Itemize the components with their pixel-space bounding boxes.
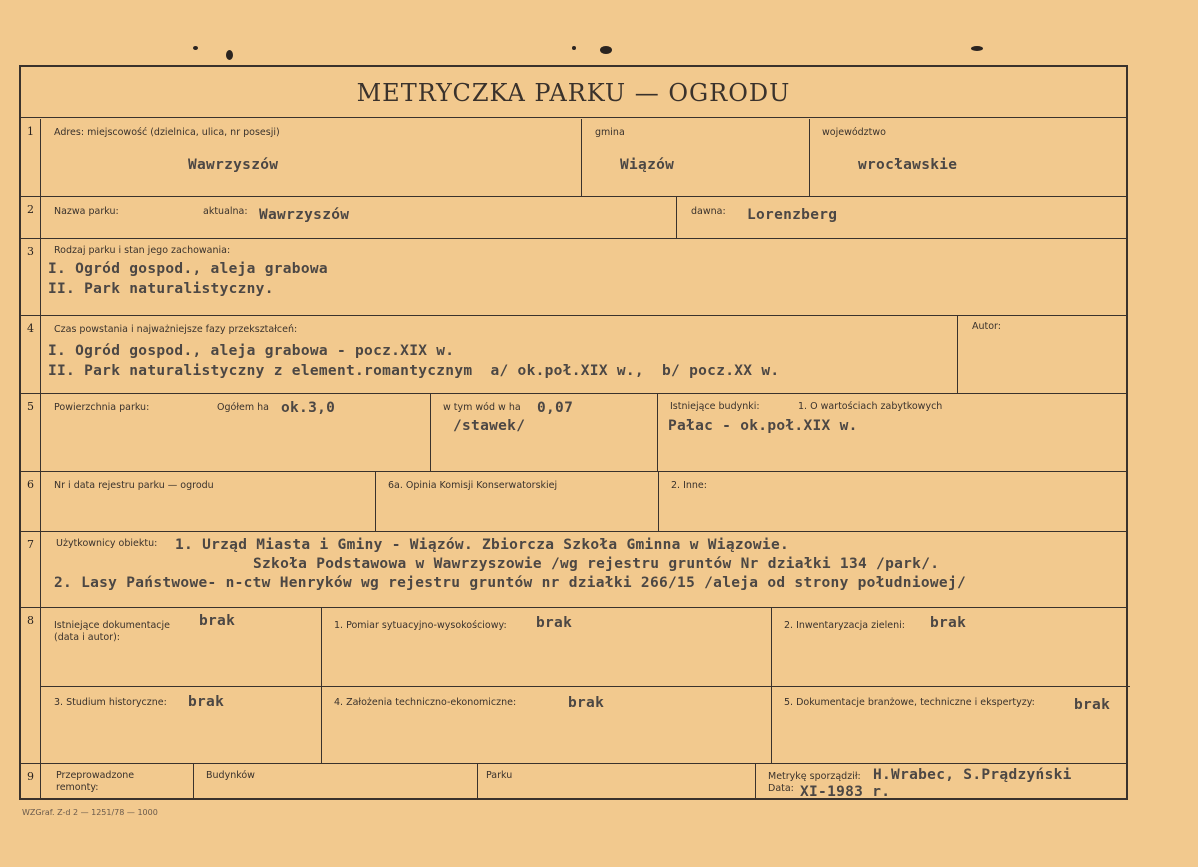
other-cell bbox=[658, 472, 1130, 531]
gmina-label: gmina bbox=[595, 127, 625, 138]
register-label: Nr i data rejestru parku — ogrodu bbox=[54, 480, 214, 491]
buildings-repairs-cell bbox=[193, 764, 477, 800]
park-name-label: Nazwa parku: bbox=[54, 206, 119, 217]
voivodeship-value: wrocławskie bbox=[858, 157, 958, 173]
row-number: 4 bbox=[21, 316, 41, 393]
docs-label: Istniejące dokumentacje bbox=[54, 620, 170, 631]
row-park-name bbox=[21, 197, 1126, 239]
author-cell bbox=[957, 316, 1130, 393]
row-number: 2 bbox=[21, 197, 41, 238]
total-area-label: Ogółem ha bbox=[217, 402, 269, 413]
history-study-label: 3. Studium historyczne: bbox=[54, 697, 167, 708]
prepared-by-label: Metrykę sporządził: bbox=[768, 771, 861, 782]
history-line-1: I. Ogród gospod., aleja grabowa - pocz.XIX w. bbox=[48, 343, 455, 359]
park-type-label: Rodzaj parku i stan jego zachowania: bbox=[54, 245, 231, 256]
punch-mark bbox=[971, 46, 983, 51]
punch-mark bbox=[572, 46, 576, 50]
park-type-line-2: II. Park naturalistyczny. bbox=[48, 281, 274, 297]
history-study-value: brak bbox=[188, 694, 225, 710]
date-label: Data: bbox=[768, 783, 794, 794]
row-repairs bbox=[21, 764, 1126, 800]
park-record-form bbox=[19, 65, 1128, 800]
opinion-label: 6a. Opinia Komisji Konserwatorskiej bbox=[388, 480, 558, 491]
row-number: 1 bbox=[21, 119, 41, 196]
address-label: Adres: miejscowość (dzielnica, ulica, nr posesji) bbox=[54, 127, 280, 138]
prepared-by-cell bbox=[755, 764, 1130, 800]
row-number: 6 bbox=[21, 472, 41, 531]
prepared-by-value: H.Wrabec, S.Prądzyński bbox=[873, 767, 1072, 783]
row-number: 9 bbox=[21, 764, 41, 800]
branch-docs-label: 5. Dokumentacje branżowe, techniczne i ekspertyzy: bbox=[784, 697, 1035, 708]
repairs-label: Przeprowadzone bbox=[56, 770, 135, 781]
docs-value: brak bbox=[199, 613, 236, 629]
inventory-value: brak bbox=[930, 615, 967, 631]
history-line-2: II. Park naturalistyczny z element.romantycznym a/ ok.poł.XIX w., b/ pocz.XX w. bbox=[48, 363, 780, 379]
users-line-3: 2. Lasy Państwowe- n-ctw Henryków wg rejestru gruntów nr działki 266/15 /aleja od strony południowej/ bbox=[54, 575, 967, 591]
users-line-2: Szkoła Podstawowa w Wawrzyszowie /wg rejestru gruntów Nr działki 134 /park/. bbox=[253, 556, 940, 572]
opinion-cell bbox=[375, 472, 658, 531]
row-number: 3 bbox=[21, 239, 41, 315]
water-note: /stawek/ bbox=[453, 418, 526, 434]
former-name-label: dawna: bbox=[691, 206, 726, 217]
row-register bbox=[21, 472, 1126, 532]
address-value: Wawrzyszów bbox=[188, 157, 279, 173]
repairs-label-sub: remonty: bbox=[56, 782, 99, 793]
punch-mark bbox=[600, 46, 612, 54]
park-type-line-1: I. Ogród gospod., aleja grabowa bbox=[48, 261, 328, 277]
former-name-cell bbox=[676, 197, 1130, 238]
current-name-value: Wawrzyszów bbox=[259, 207, 350, 223]
area-label: Powierzchnia parku: bbox=[54, 402, 150, 413]
inventory-cell bbox=[771, 608, 1130, 763]
history-label: Czas powstania i najważniejsze fazy przekształceń: bbox=[54, 324, 298, 335]
historic-buildings-label: 1. O wartościach zabytkowych bbox=[798, 401, 943, 412]
voivodeship-cell bbox=[809, 119, 1130, 196]
inventory-label: 2. Inwentaryzacja zieleni: bbox=[784, 620, 905, 631]
water-cell bbox=[430, 394, 657, 471]
punch-mark bbox=[193, 46, 198, 50]
gmina-cell bbox=[581, 119, 809, 196]
form-title: METRYCZKA PARKU — OGRODU bbox=[21, 67, 1126, 118]
branch-docs-value: brak bbox=[1074, 697, 1111, 713]
water-area-value: 0,07 bbox=[537, 400, 574, 416]
park-repairs-label: Parku bbox=[486, 770, 513, 781]
survey-cell bbox=[321, 608, 771, 763]
row-number: 8 bbox=[21, 608, 41, 763]
buildings-value: Pałac - ok.poł.XIX w. bbox=[668, 418, 858, 434]
row-park-type bbox=[21, 239, 1126, 316]
users-label: Użytkownicy obiektu: bbox=[56, 538, 158, 549]
gmina-value: Wiązów bbox=[620, 157, 675, 173]
author-label: Autor: bbox=[972, 321, 1001, 332]
buildings-cell bbox=[657, 394, 1130, 471]
row-documentation bbox=[21, 608, 1126, 764]
current-name-label: aktualna: bbox=[203, 206, 248, 217]
buildings-label: Istniejące budynki: bbox=[670, 401, 760, 412]
other-label: 2. Inne: bbox=[671, 480, 707, 491]
users-line-1: 1. Urząd Miasta i Gminy - Wiązów. Zbiorcza Szkoła Gminna w Wiązowie. bbox=[175, 537, 790, 553]
survey-label: 1. Pomiar sytuacyjno-wysokościowy: bbox=[334, 620, 507, 631]
date-value: XI-1983 r. bbox=[800, 784, 891, 800]
water-area-label: w tym wód w ha bbox=[443, 402, 521, 413]
total-area-value: ok.3,0 bbox=[281, 400, 336, 416]
buildings-repairs-label: Budynków bbox=[206, 770, 255, 781]
row-users bbox=[21, 532, 1126, 608]
docs-label-sub: (data i autor): bbox=[54, 632, 120, 643]
row-address bbox=[21, 119, 1126, 197]
row-number: 7 bbox=[21, 532, 41, 607]
printer-footer: WZGraf. Z-d 2 — 1251/78 — 1000 bbox=[22, 808, 158, 817]
survey-value: brak bbox=[536, 615, 573, 631]
punch-mark bbox=[226, 50, 233, 60]
voivodeship-label: województwo bbox=[822, 127, 886, 138]
row-area bbox=[21, 394, 1126, 472]
tech-value: brak bbox=[568, 695, 605, 711]
tech-label: 4. Założenia techniczno-ekonomiczne: bbox=[334, 697, 517, 708]
former-name-value: Lorenzberg bbox=[747, 207, 838, 223]
row-number: 5 bbox=[21, 394, 41, 471]
row-history bbox=[21, 316, 1126, 394]
park-repairs-cell bbox=[477, 764, 755, 800]
